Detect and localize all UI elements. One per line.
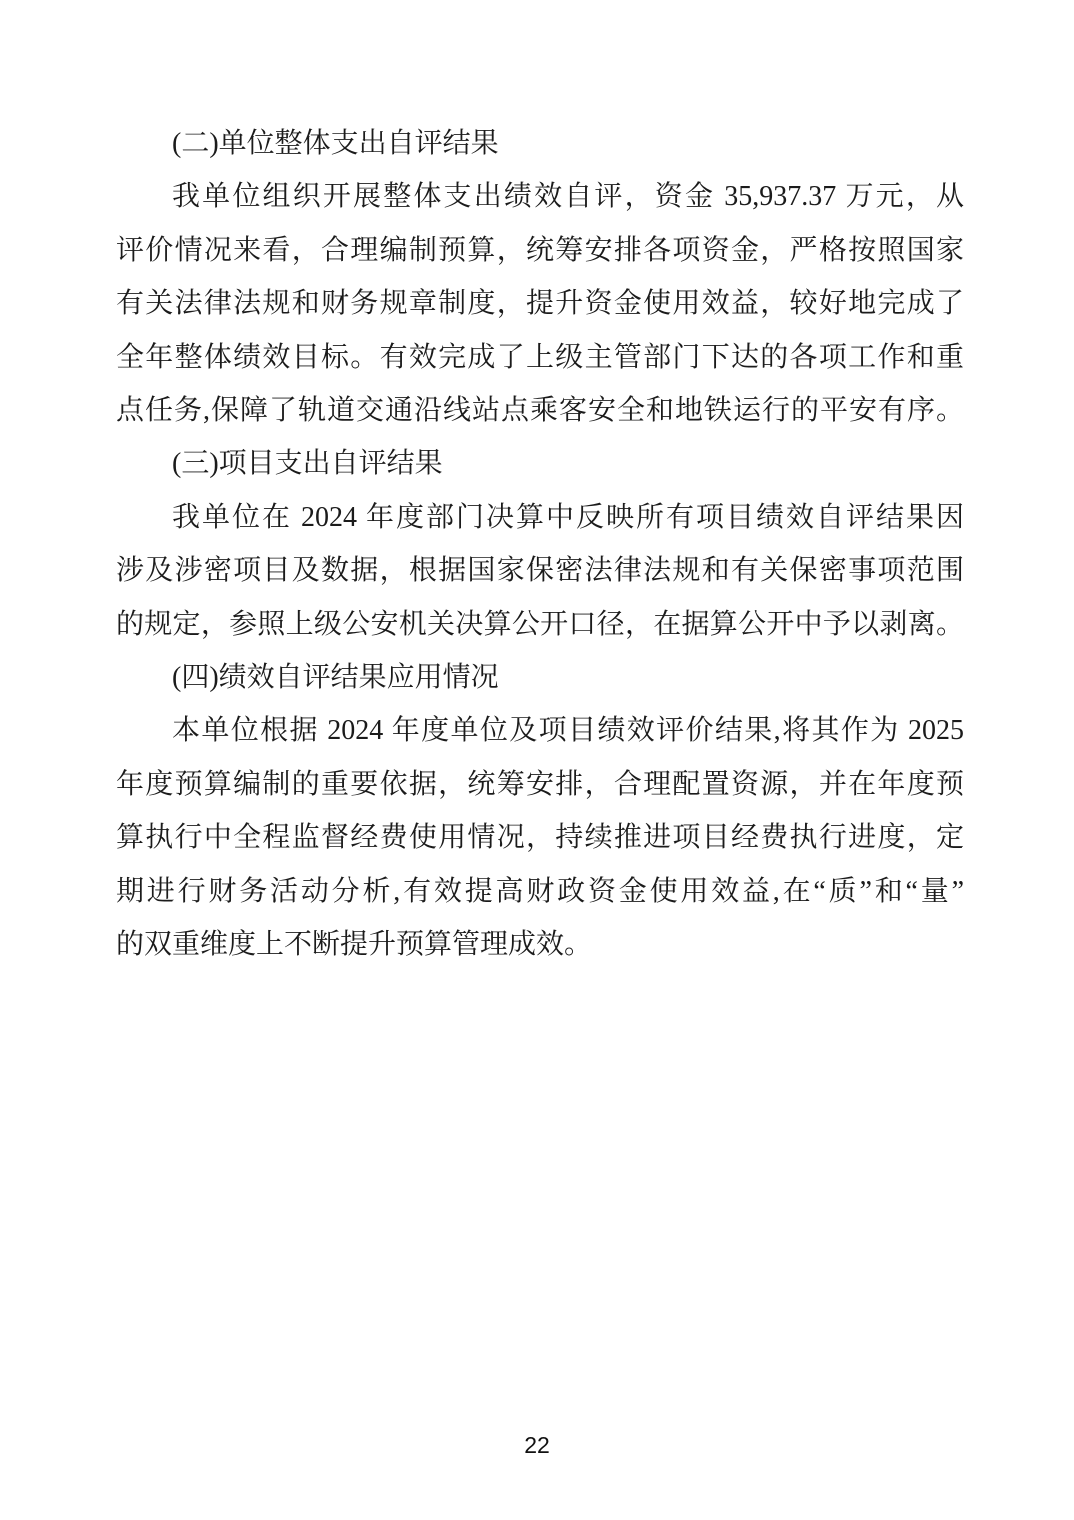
- document-body-text: [116, 117, 964, 972]
- section-heading: (二)单位整体支出自评结果: [172, 128, 499, 159]
- paragraph-line: 本单位根据 2024 年度单位及项目绩效评价结果,将其作为 2025: [172, 715, 964, 747]
- paragraph-line: 期进行财务活动分析,有效提高财政资金使用效益,在“质”和“量”: [116, 875, 964, 907]
- paragraph-line: 的双重维度上不断提升预算管理成效。: [116, 929, 593, 961]
- paragraph-line: 有关法律法规和财务规章制度，提升资金使用效益，较好地完成了: [116, 288, 964, 320]
- paragraph-line: 涉及涉密项目及数据，根据国家保密法律法规和有关保密事项范围: [116, 555, 964, 587]
- page-number: 22: [524, 1432, 550, 1458]
- section-heading: (三)项目支出自评结果: [172, 448, 443, 480]
- paragraph-line: 的规定，参照上级公安机关决算公开口径，在据算公开中予以剥离。: [116, 608, 964, 640]
- paragraph-line: 我单位在 2024 年度部门决算中反映所有项目绩效自评结果因: [172, 501, 964, 533]
- paragraph-line: 年度预算编制的重要依据，统筹安排，合理配置资源，并在年度预: [116, 768, 964, 800]
- paragraph-line: 算执行中全程监督经费使用情况，持续推进项目经费执行进度，定: [116, 822, 964, 854]
- section-heading: (四)绩效自评结果应用情况: [172, 662, 499, 694]
- paragraph-line: 全年整体绩效目标。有效完成了上级主管部门下达的各项工作和重: [116, 341, 964, 373]
- paragraph-line: 我单位组织开展整体支出绩效自评，资金 35,937.37 万元，从: [172, 181, 964, 213]
- paragraph-line: 评价情况来看，合理编制预算，统筹安排各项资金，严格按照国家: [116, 234, 964, 266]
- paragraph-line: 点任务,保障了轨道交通沿线站点乘客安全和地铁运行的平安有序。: [116, 395, 964, 427]
